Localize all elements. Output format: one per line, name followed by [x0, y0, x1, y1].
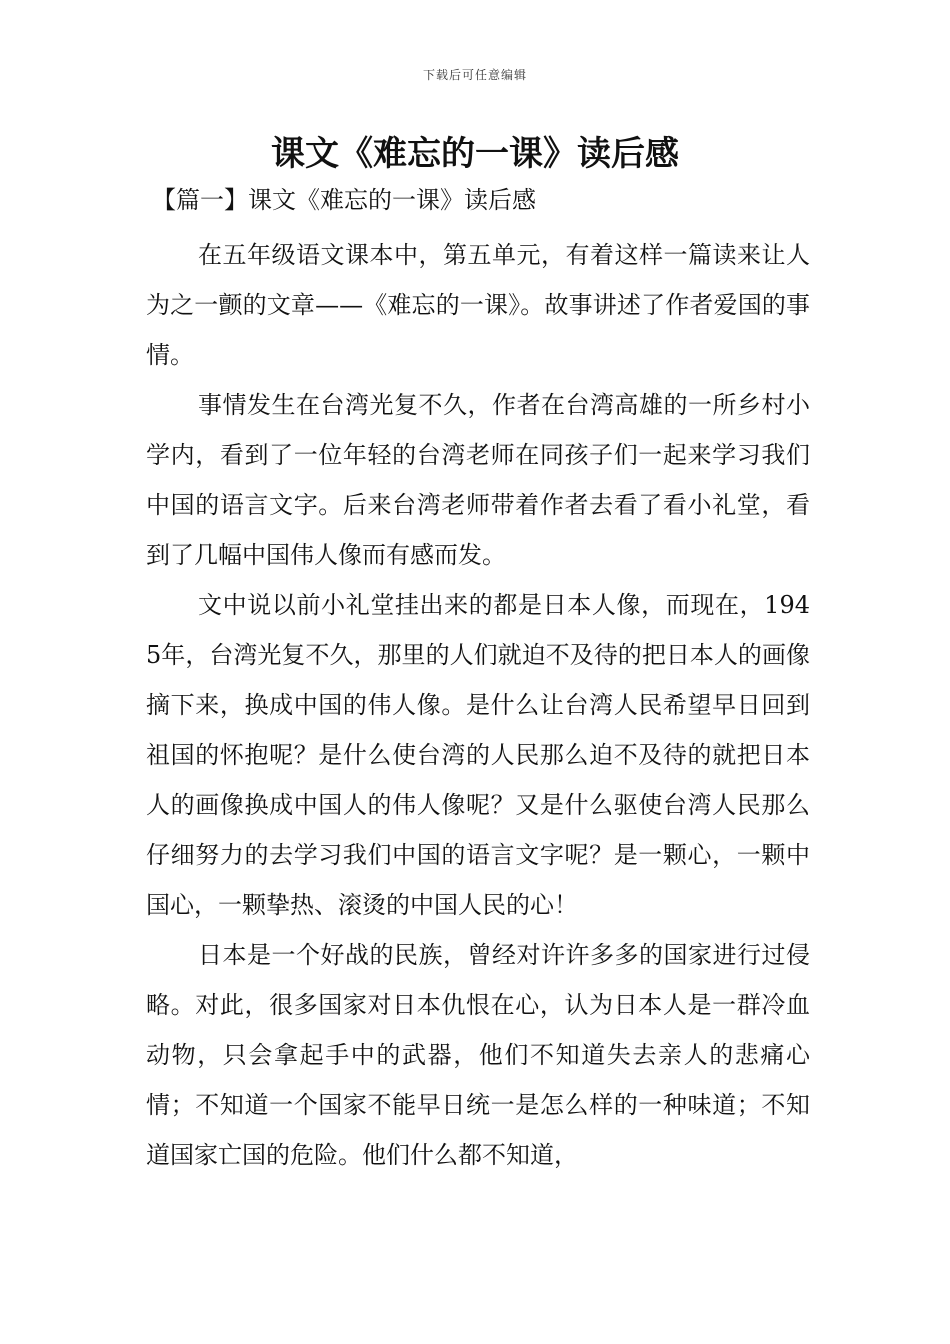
paragraph: 文中说以前小礼堂挂出来的都是日本人像，而现在，1945年，台湾光复不久，那里的人们就迫不及待的把日本人的画像摘下来，换成中国的伟人像。是什么让台湾人民希望早日回到祖国的怀抱呢？是什么使台湾的人民那么迫不及待的就把日本人的画像换成中国人的伟人像呢？又是什么驱使台湾人民那么仔细努力的去学习我们中国的语言文字呢？是一颗心，一颗中国心，一颗挚热、滚烫的中国人民的心！	[146, 591, 810, 919]
paragraph: 日本是一个好战的民族，曾经对许许多多的国家进行过侵略。对此，很多国家对日本仇恨在心，认为日本人是一群冷血动物，只会拿起手中的武器，他们不知道失去亲人的悲痛心情；不知道一个国家不能早日统一是怎么样的一种味道；不知道国家亡国的危险。他们什么都不知道，	[146, 941, 810, 1169]
document-title: 课文《难忘的一课》读后感	[271, 134, 679, 174]
header-note: 下载后可任意编辑	[422, 68, 527, 82]
paragraph: 事情发生在台湾光复不久，作者在台湾高雄的一所乡村小学内，看到了一位年轻的台湾老师在同孩子们一起来学习我们中国的语言文字。后来台湾老师带着作者去看了看小礼堂，看到了几幅中国伟人像而有感而发。	[146, 391, 810, 569]
section-heading: 【篇一】课文《难忘的一课》读后感	[152, 186, 536, 214]
document-body	[146, 230, 810, 1180]
paragraph: 在五年级语文课本中，第五单元，有着这样一篇读来让人为之一颤的文章——《难忘的一课》。故事讲述了作者爱国的事情。	[146, 241, 810, 369]
